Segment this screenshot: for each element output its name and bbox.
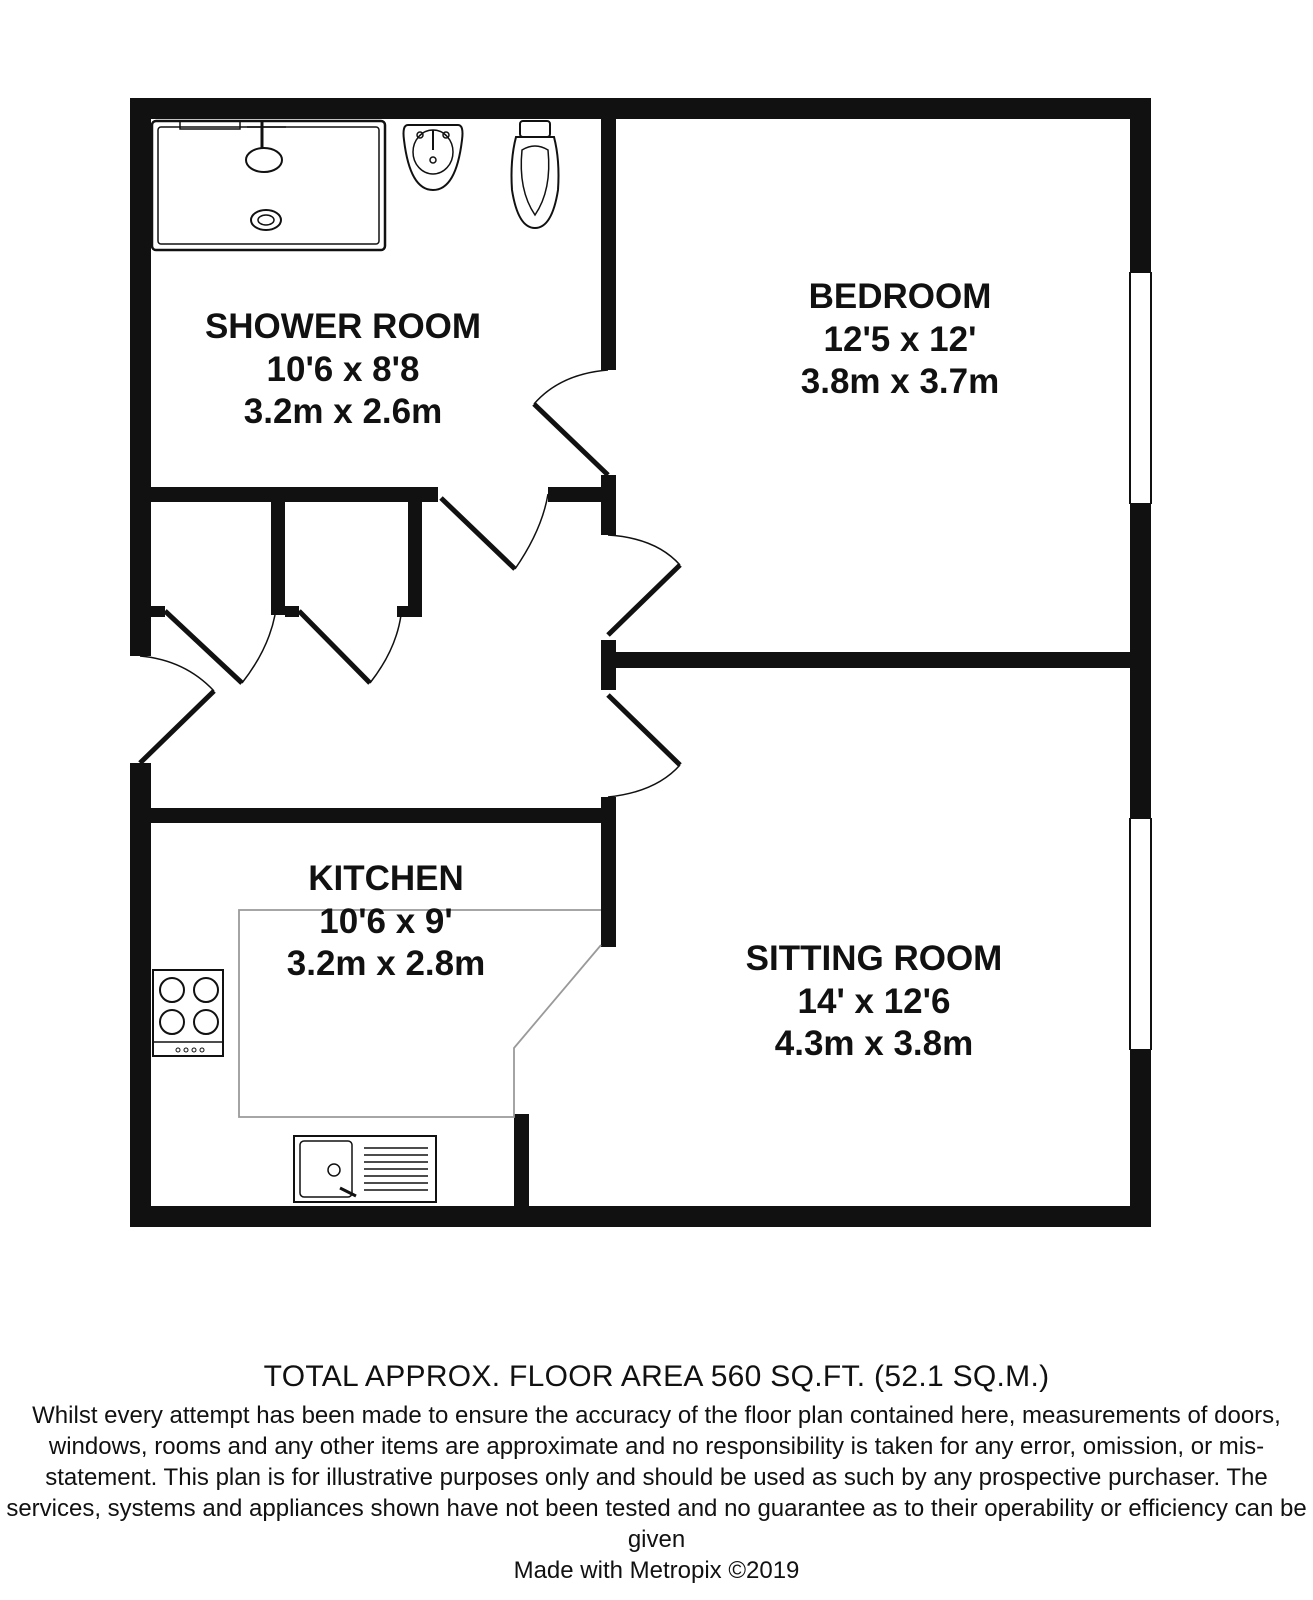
sitting-room-metric: 4.3m x 3.8m: [774, 1024, 974, 1064]
bedroom-metric: 3.8m x 3.7m: [800, 362, 1000, 402]
sitting-room-name: SITTING ROOM: [745, 939, 1003, 978]
shower-room-name: SHOWER ROOM: [204, 307, 482, 346]
window-bedroom: [1130, 272, 1151, 504]
window-sitting-room: [1130, 818, 1151, 1050]
shower-room-imperial: 10'6 x 8'8: [266, 349, 420, 389]
toilet: [512, 121, 559, 228]
shower-tray: [152, 121, 385, 250]
kitchen-sink: [294, 1136, 436, 1202]
kitchen-imperial: 10'6 x 9': [319, 901, 453, 941]
plan-footer: [0, 1360, 1313, 1586]
credit-text: Made with Metropix ©2019: [513, 1557, 800, 1584]
kitchen-label: [236, 858, 536, 986]
shower-room-metric: 3.2m x 2.6m: [243, 392, 443, 432]
sitting-room-imperial: 14' x 12'6: [797, 981, 951, 1021]
bedroom-imperial: 12'5 x 12': [823, 319, 977, 359]
bedroom-label: [750, 276, 1050, 404]
disclaimer-text: Whilst every attempt has been made to ensure the accuracy of the floor plan contained here, measurements of doors, windows, rooms and any other items are approximate and no responsibility is taken for any error, omission, or mis-statement. This plan is for illustrative purposes only and should be used as such by any prospective purchaser. The services, systems and appliances shown have not been tested and no guarantee as to their operability or efficiency can be given: [6, 1402, 1307, 1553]
shower-room-label: [193, 306, 493, 434]
sitting-room-label: [724, 938, 1024, 1066]
kitchen-metric: 3.2m x 2.8m: [286, 944, 486, 984]
basin: [404, 125, 463, 190]
bedroom-name: BEDROOM: [808, 277, 992, 316]
hob: [153, 970, 223, 1056]
total-floor-area: TOTAL APPROX. FLOOR AREA 560 SQ.FT. (52.1 SQ.M.): [263, 1360, 1050, 1393]
kitchen-name: KITCHEN: [308, 859, 464, 898]
